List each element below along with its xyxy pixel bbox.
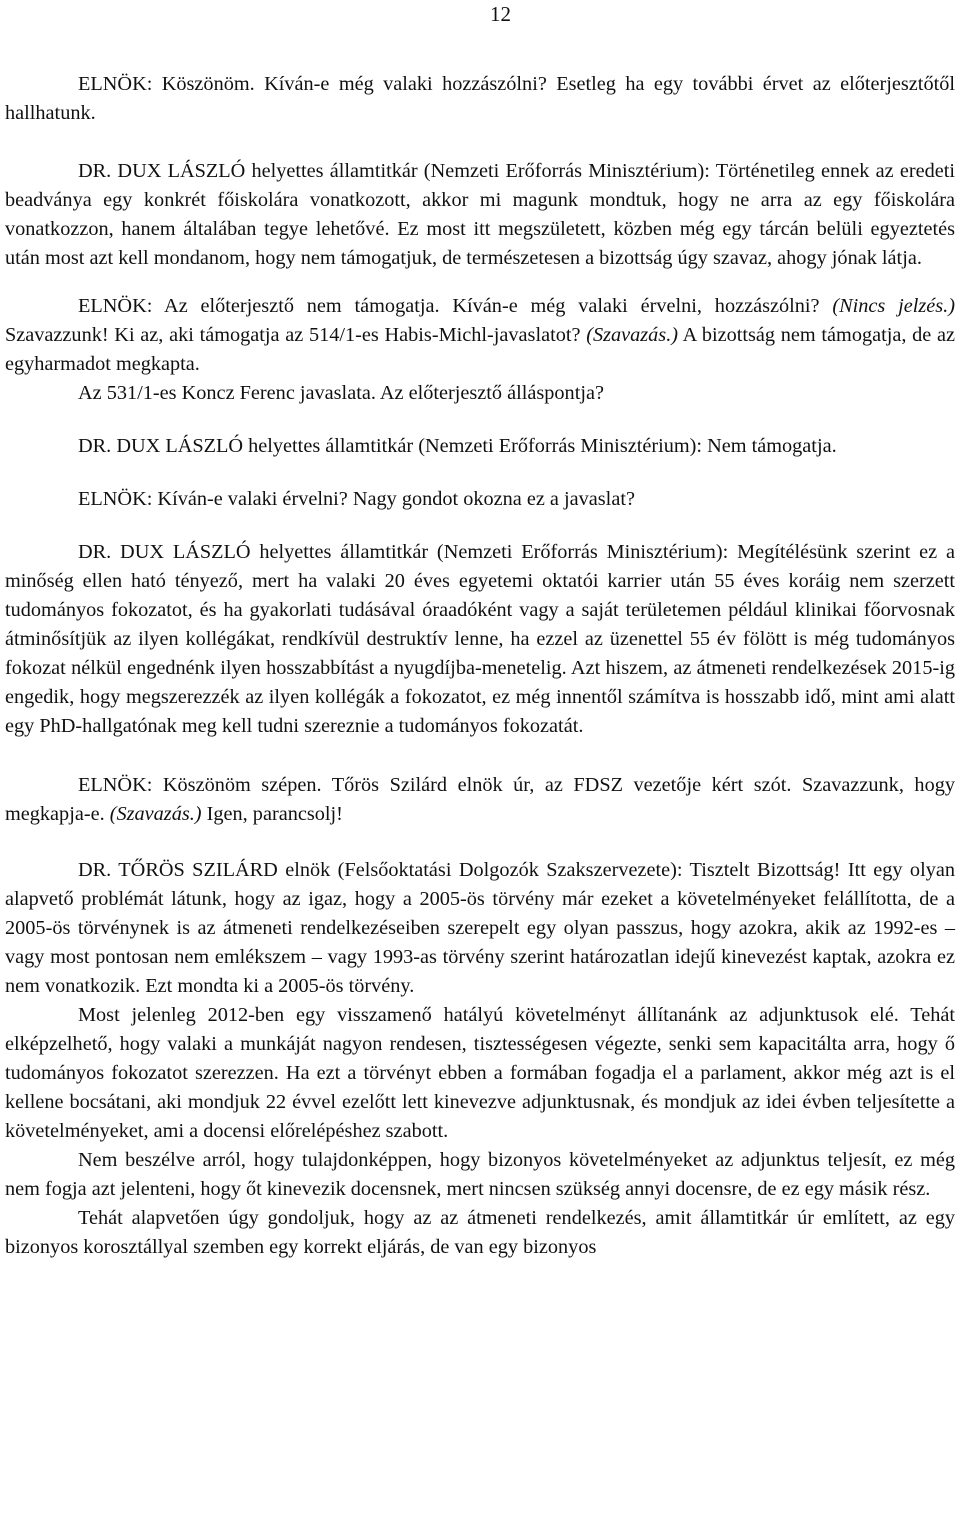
stage-direction-vote-2: (Szavazás.) xyxy=(109,803,202,825)
paragraph-dux-quality: DR. DUX LÁSZLÓ helyettes államtitkár (Nemzeti Erőforrás Minisztérium): Megítélésünk szerint ez a minőség ellen ható tényező, mert ha valaki 20 éves egyetemi oktatói karrier után 55 éves koráig nem szerzett tudományos fokozatot, és ha gyakorlati tudásával óraadóként vagy a saját területemen például klinikai főorvosnak átminősítjük az ilyen kollégákat, rendkívül destruktív lenne, ha ezzel az üzenettel 55 év fölött is még tudományos fokozat nélkül engednénk ilyen hosszabbítást a nyugdíjba-menetelig. Azt hiszem, az átmeneti rendelkezések 2015-ig engedik, hogy megszerezzék az ilyen kollégák a fokozatot, ez még innentől számítva is hosszabb idő, mint ami alatt egy PhD-hallgatónak meg kell tudni szereznie a tudományos fokozatát. xyxy=(5,541,955,737)
page-number: 12 xyxy=(490,2,511,26)
paragraph-toros-retroactive: Most jelenleg 2012-ben egy visszamenő hatályú követelményt állítanánk az adjunktusok elé. Tehát elképzelhető, hogy valaki a munkáját nagyon rendesen, tisztességesen végezte, senki sem kapacitálta arra, hogy ő tudományos fokozatot szerezzen. Ha ezt a törvényt ebben a formában fogadja el a parlament, akkor még azt is el kellene bocsátani, aki mondjuk 22 évvel ezelőtt lett kinevezve adjunktusnak, és mondjuk az idei évben teljesítette a követelményeket, ami a docensi előrelépéshez szabott. xyxy=(5,1004,955,1142)
chair-vote-text-3: A bizottság nem támogatja, de az egyharmadot megkapta. xyxy=(5,324,956,375)
paragraph-chair-vote-514 xyxy=(5,292,955,379)
paragraph-toros-problem: DR. TŐRÖS SZILÁRD elnök (Felsőoktatási Dolgozók Szakszervezete): Tisztelt Bizottság! Itt egy olyan alapvető problémát látunk, hogy az igaz, hogy a 2005-ös törvény már ezeket a követelményeket felállította, de a 2005-ös törvénynek is az átmeneti rendelkezéseiben szerepelt egy olyan passzus, hogy azokra, akik az 1992-es – vagy most pontosan nem emlékszem – vagy 1993-as törvény szerint határozatlan idejű kinevezést kaptak, azokra ez nem vonatkozik. Ezt mondta ki a 2005-ös törvény. xyxy=(5,859,955,997)
document-body xyxy=(5,70,955,1262)
stage-direction-no-signal: (Nincs jelzés.) xyxy=(832,295,956,317)
paragraph-chair-question: ELNÖK: Kíván-e valaki érvelni? Nagy gondot okozna ez a javaslat? xyxy=(78,488,635,510)
paragraph-toros-docent: Nem beszélve arról, hogy tulajdonképpen, hogy bizonyos követelményeket az adjunktus teljesít, ez még nem fogja azt jelenteni, hogy őt kinevezik docensnek, mert nincsen szükség annyi docensre, de ez egy másik rész. xyxy=(5,1149,955,1200)
chair-vote-text-1: ELNÖK: Az előterjesztő nem támogatja. Kíván-e még valaki érvelni, hozzászólni? xyxy=(78,295,833,317)
paragraph-dux-history xyxy=(5,157,955,273)
paragraph-dux-not-supported: DR. DUX LÁSZLÓ helyettes államtitkár (Nemzeti Erőforrás Minisztérium): Nem támogatja. xyxy=(78,435,837,457)
dux-history-text-a: DR. DUX LÁSZLÓ helyettes államtitkár (Nemzeti Erőforrás Minisztérium): Történetileg ennek az eredeti beadványa egy konkrét főiskolára vonatkozott, akkor mi magunk mondtuk, hogy ne arra az egy főiskolára vonatkozzon, hanem általában tegye lehetővé. xyxy=(5,160,955,240)
paragraph-chair-toros-request xyxy=(5,771,955,829)
paragraph-toros-transitional: Tehát alapvetően úgy gondoljuk, hogy az az átmeneti rendelkezés, amit államtitkár úr említett, az egy bizonyos korosztállyal szemben egy korrekt eljárás, de van egy bizonyos xyxy=(5,1207,955,1258)
dux-history-text-b: Ez most itt megszületett, közben még egy tárcán belüli egyeztetés után most azt kell mondanom, hogy nem támogatjuk, de természetesen a bizottság úgy szavaz, ahogy jónak látja. xyxy=(5,218,955,269)
paragraph-koncz-proposal: Az 531/1-es Koncz Ferenc javaslata. Az előterjesztő álláspontja? xyxy=(78,382,604,404)
paragraph-chair-thanks: ELNÖK: Köszönöm. Kíván-e még valaki hozzászólni? Esetleg ha egy további érvet az előterjesztőtől hallhatunk. xyxy=(5,73,955,124)
chair-vote-text-2: Szavazzunk! Ki az, aki támogatja az 514/1-es Habis-Michl-javaslatot? xyxy=(5,324,587,346)
chair-toros-text-2: Igen, parancsolj! xyxy=(201,803,343,825)
chair-toros-text-1: ELNÖK: Köszönöm szépen. Tőrös Szilárd elnök úr, az FDSZ vezetője kért szót. Szavazzunk, hogy megkapja-e. xyxy=(5,774,955,825)
stage-direction-vote: (Szavazás.) xyxy=(586,324,679,346)
